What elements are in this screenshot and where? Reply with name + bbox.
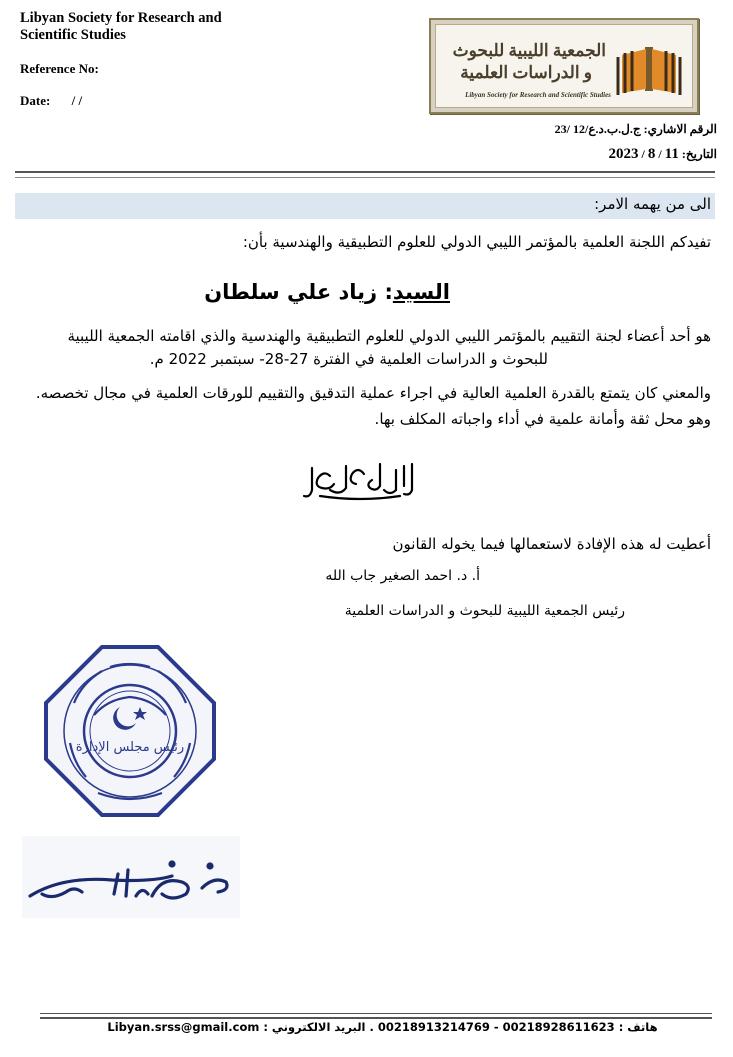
body-line-3: والمعني كان يتمتع بالقدرة العلمية العالية في اجراء عملية التدقيق والتقييم للورقات العلمية في مجال تخصصه. — [35, 384, 711, 402]
svg-text:رئيس مجلس الإدارة: رئيس مجلس الإدارة — [75, 740, 185, 755]
to-whom-heading: الى من يهمه الامر: — [594, 195, 711, 213]
recipient-label: السيد — [392, 280, 450, 304]
recipient-name: : زياد علي سلطان — [204, 280, 393, 304]
reference-number-ar: الرقم الاشاري: ج.ل.ب.د.ع/12 /23 — [554, 122, 717, 136]
signer-name: أ. د. احمد الصغير جاب الله — [325, 568, 480, 584]
date-ar: التاريخ: 11 / 8 / 2023 — [608, 146, 717, 162]
date-month: 8 — [647, 146, 656, 162]
header-divider — [15, 171, 715, 173]
intro-text: تفيدكم اللجنة العلمية بالمؤتمر الليبي الدولي للعلوم التطبيقية والهندسية بأن: — [242, 233, 711, 251]
body-line-1: هو أحد أعضاء لجنة التقييم بالمؤتمر الليبي الدولي للعلوم التطبيقية والهندسية والذي اقامته الجمعية الليبية — [67, 327, 711, 345]
body-line-4: وهو محل ثقة وأمانة علمية في أداء واجباته المكلف بها. — [374, 410, 711, 428]
date-day: 11 — [664, 146, 679, 162]
logo-arabic-line2: و الدراسات العلمية — [460, 63, 592, 82]
date-value: / / — [71, 93, 83, 108]
footer-divider — [40, 1017, 712, 1019]
recipient-line — [204, 280, 450, 304]
header-divider-thin — [15, 177, 715, 178]
official-stamp — [42, 643, 218, 819]
footer-contact: هاتف : 00218928611623 - 00218913214769 . البريد الالكتروني : Libyan.srss@gmail.com — [107, 1020, 658, 1034]
date-label-en — [20, 93, 82, 109]
reference-label-en: Reference No: — [20, 61, 99, 76]
society-logo — [429, 18, 699, 114]
open-book-icon — [614, 41, 684, 97]
footer-divider-thin — [40, 1013, 712, 1014]
handwritten-signature — [22, 836, 240, 918]
logo-arabic-line1: الجمعية الليبية للبحوث — [452, 41, 606, 60]
date-label: Date: — [20, 93, 51, 108]
org-name-en: Libyan Society for Research and Scientific Studies — [20, 10, 222, 43]
date-label-ar: التاريخ: — [681, 147, 717, 161]
logo-english-line: Libyan Society for Research and Scientific Studies — [465, 91, 611, 99]
closing-calligraphy — [300, 456, 420, 504]
closing-statement: أعطيت له هذه الإفادة لاستعمالها فيما يخوله القانون — [392, 535, 711, 553]
signer-title: رئيس الجمعية الليبية للبحوث و الدراسات العلمية — [344, 603, 625, 619]
body-line-2: للبحوث و الدراسات العلمية في الفترة 27-28- سبتمبر 2022 م. — [149, 350, 548, 368]
date-year: 2023 — [608, 146, 639, 162]
